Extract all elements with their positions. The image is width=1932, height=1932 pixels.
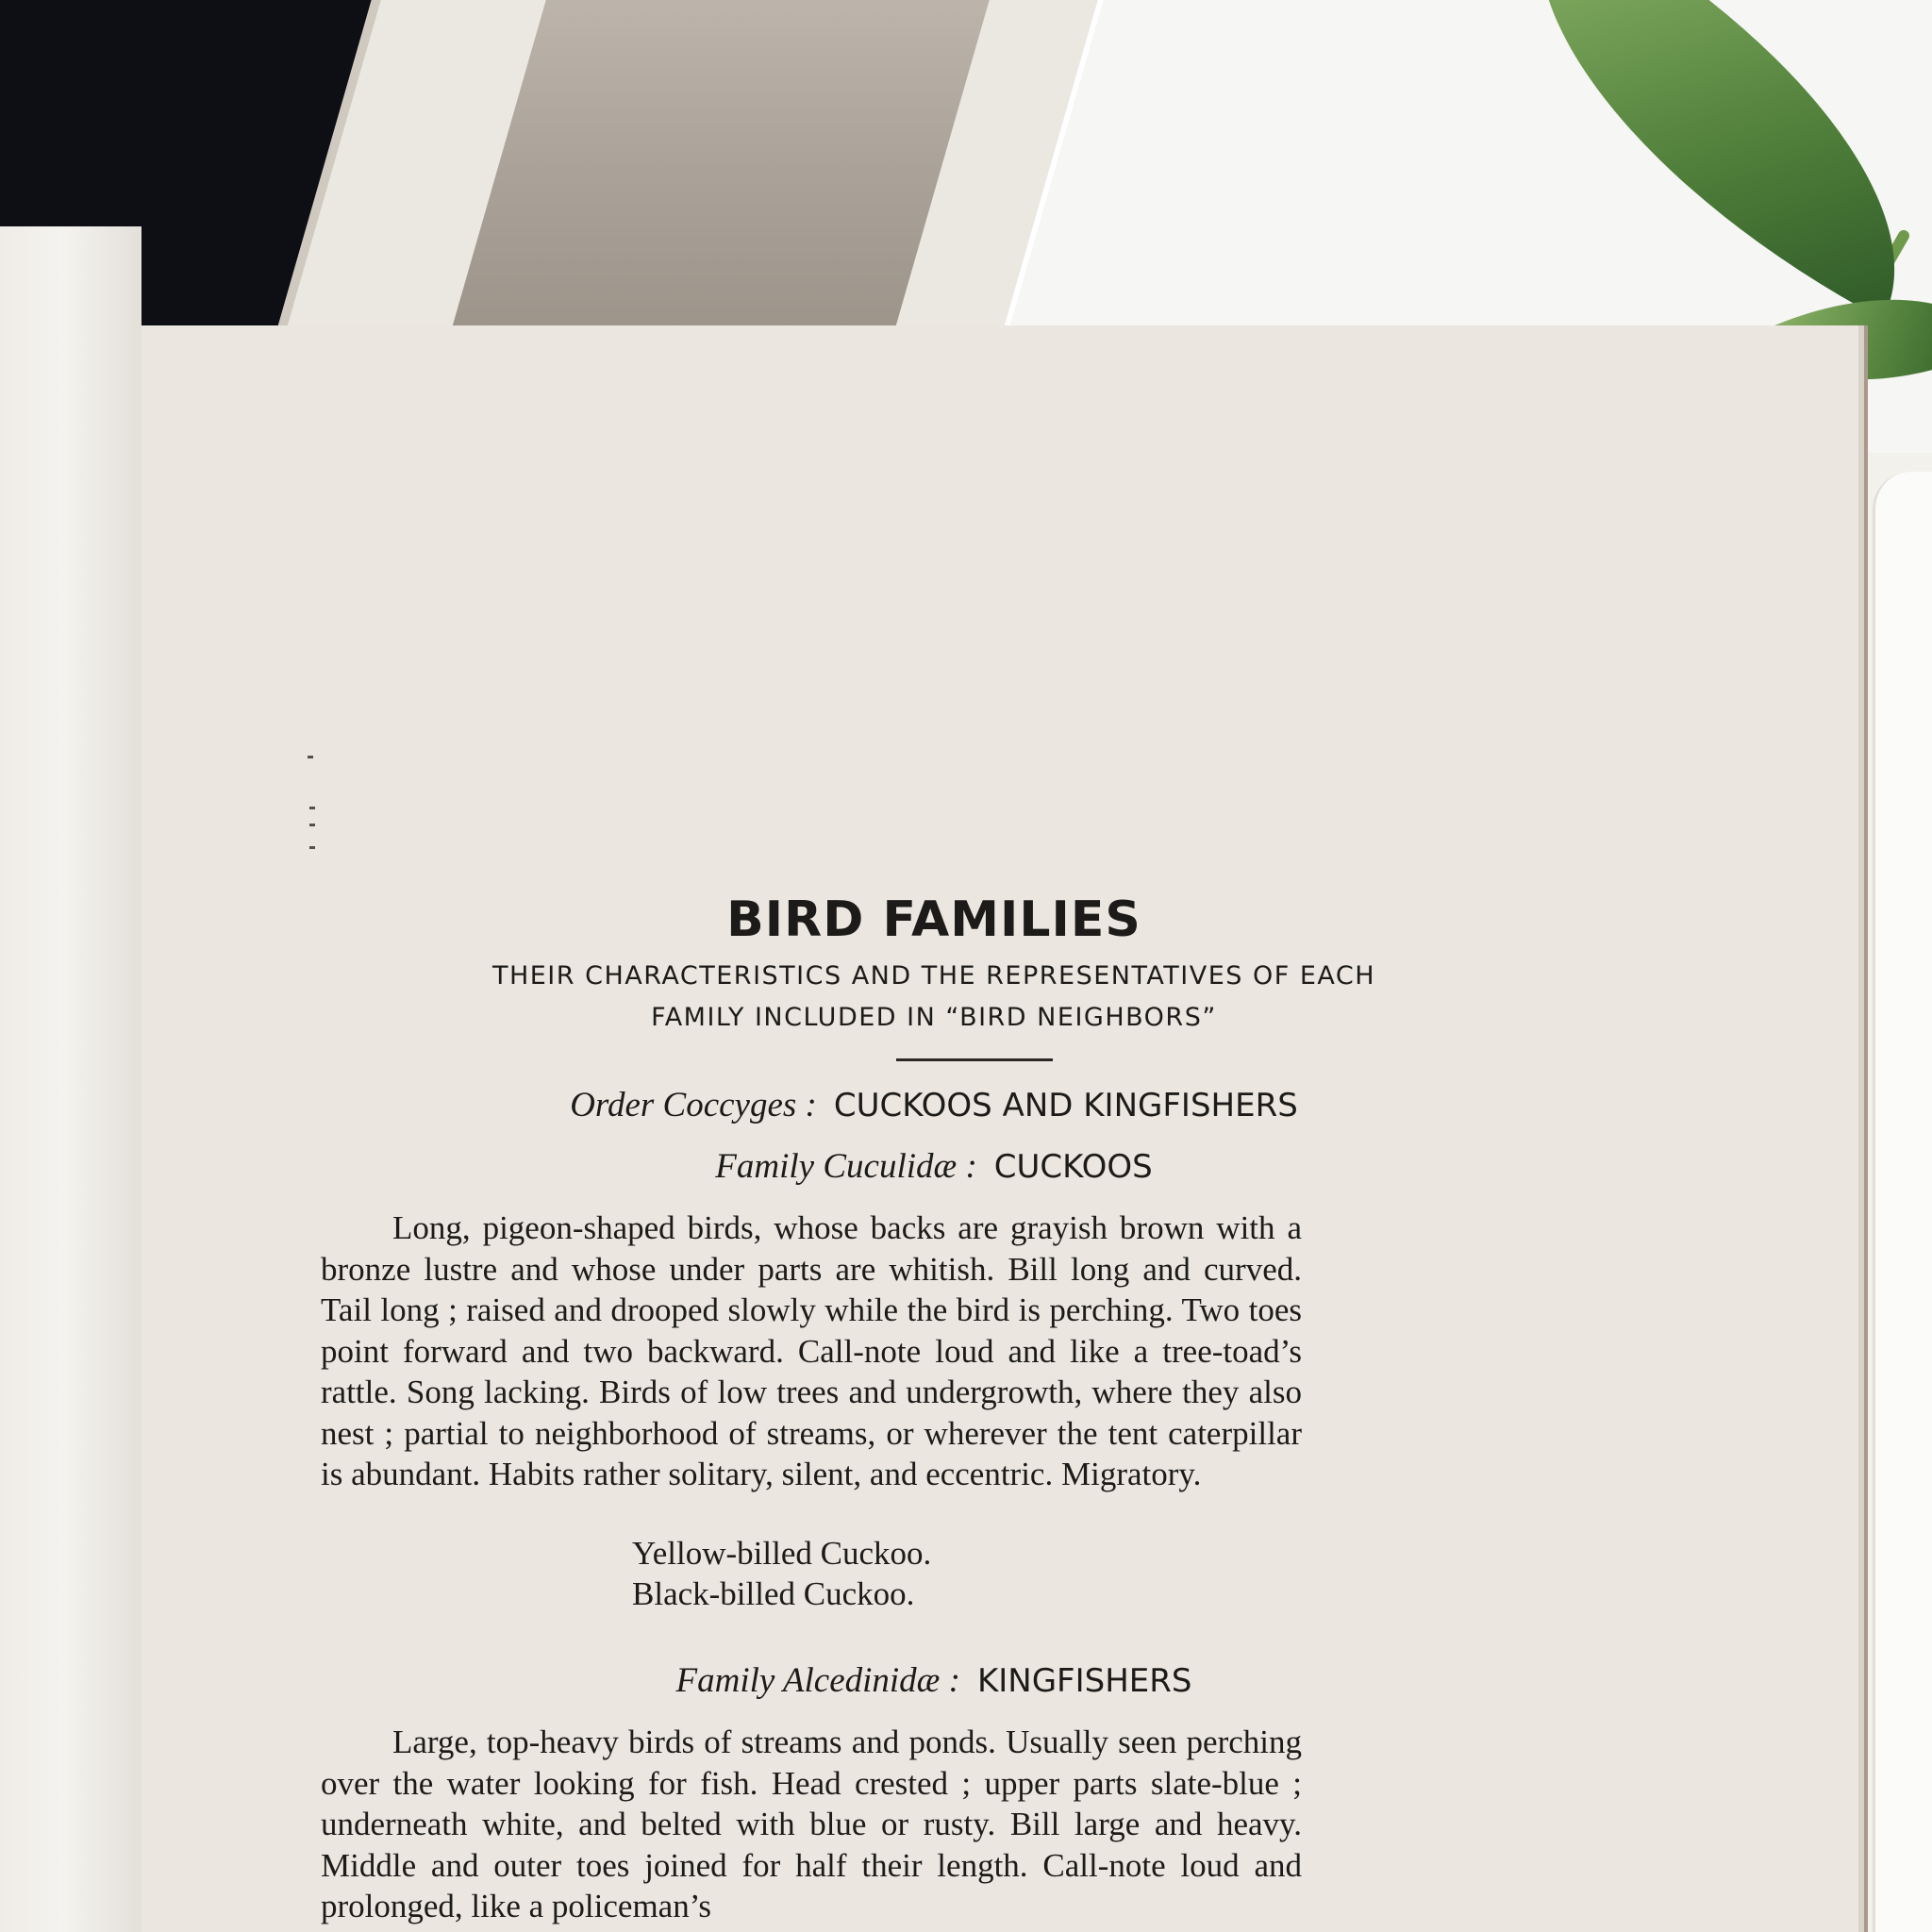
family-heading-cuculidae (321, 1146, 1547, 1187)
page-subtitle: THEIR CHARACTERISTICS AND THE REPRESENTATIVES OF EACH FAMILY INCLUDED IN “BIRD NEIGHBORS” (491, 961, 1376, 1032)
family-common-name: CUCKOOS (993, 1148, 1153, 1186)
margin-mark (309, 807, 315, 809)
margin-mark (308, 756, 313, 758)
family-heading-alcedinidae (321, 1660, 1547, 1701)
margin-mark (309, 846, 315, 849)
family-latin-name: Family Cuculidæ : (715, 1147, 977, 1186)
page-title: BIRD FAMILIES (726, 891, 1141, 948)
family-common-name: KINGFISHERS (976, 1662, 1192, 1700)
species-item: Black-billed Cuckoo. (632, 1575, 915, 1612)
family-description-cuculidae: Long, pigeon-shaped birds, whose backs are grayish brown with a bronze lustre and whose under parts are whitish. Bill long and curved. Tail long ; raised and drooped slowly while the bird is perching. Two toes point forward and two backward. Call-note loud and like a tree-toad’s rattle. Song lacking. Birds of low trees and undergrowth, where they also nest ; partial to neighborhood of streams, or wherever the tent caterpillar is abundant. Habits rather solitary, silent, and eccentric. Migratory. (321, 1209, 1302, 1492)
facing-page-left (0, 226, 142, 1932)
art-print-image (443, 0, 1000, 358)
family-description-alcedinidae: Large, top-heavy birds of streams and ponds. Usually seen perching over the water looking for fish. Head crested ; upper parts slate-blue ; underneath white, and belted with blue or rusty. Bill large and heavy. Middle and outer toes joined for half their length. Call-note loud and prolonged, like a policeman’s (321, 1724, 1302, 1924)
art-print-card (269, 0, 1114, 358)
white-object-right (1873, 472, 1932, 1932)
margin-mark (309, 824, 315, 826)
species-item: Yellow-billed Cuckoo. (632, 1535, 932, 1572)
book-page (142, 325, 1858, 1932)
order-common-name: CUCKOOS AND KINGFISHERS (833, 1087, 1298, 1124)
order-latin-name: Order Coccyges : (570, 1086, 817, 1124)
family-latin-name: Family Alcedinidæ : (675, 1661, 960, 1700)
species-list-cuculidae (321, 1533, 1302, 1614)
title-divider (896, 1058, 1053, 1061)
order-heading (321, 1085, 1547, 1125)
